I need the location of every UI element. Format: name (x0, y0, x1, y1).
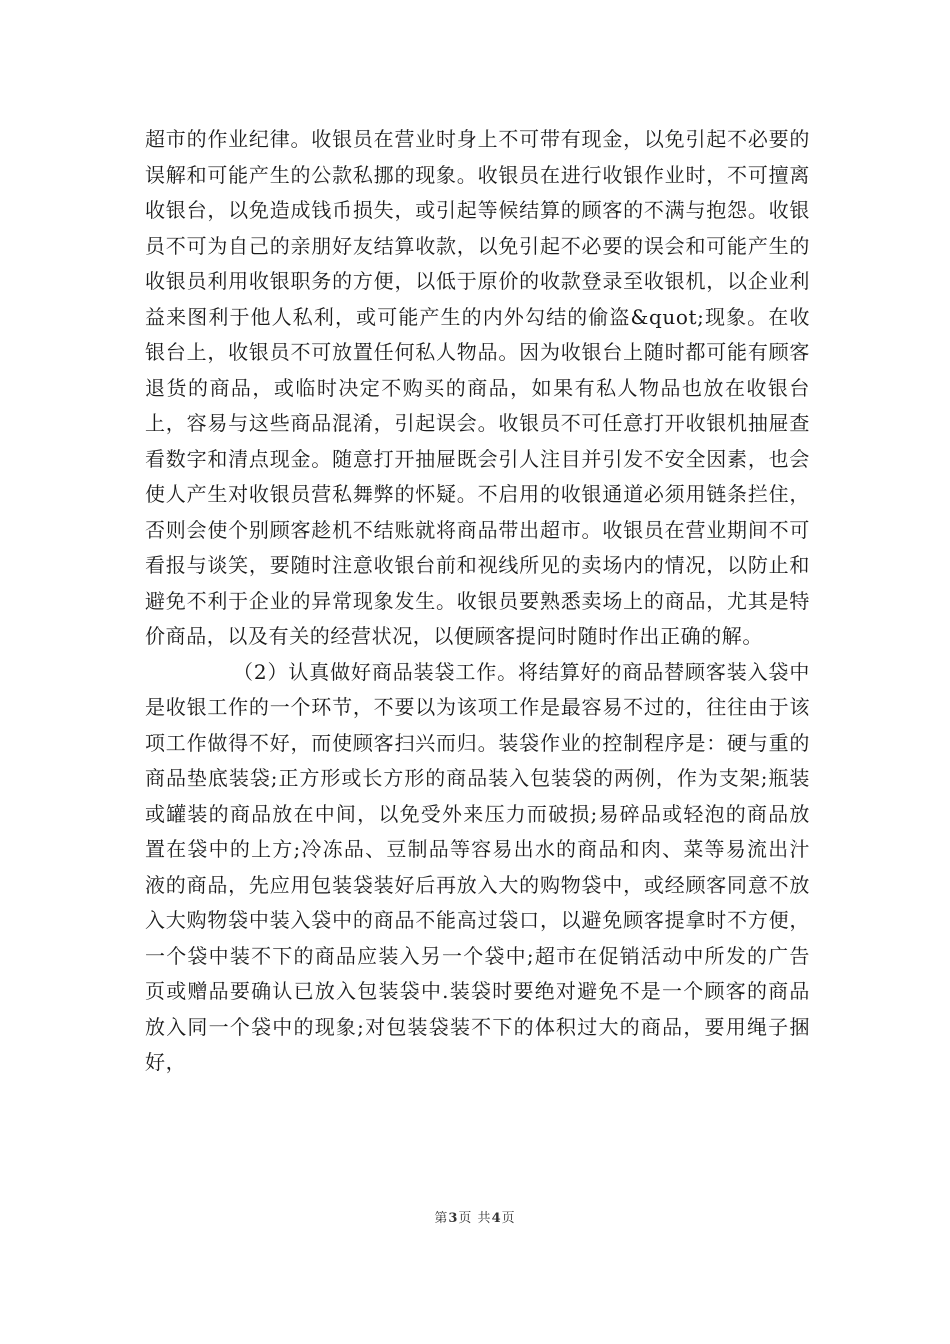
footer-current-page: 3 (448, 1211, 459, 1226)
page-footer (0, 1207, 950, 1226)
paragraph-cashier-discipline: 超市的作业纪律。收银员在营业时身上不可带有现金，以免引起不必要的误解和可能产生的公款私挪的现象。收银员在进行收银作业时，不可擅离收银台，以免造成钱币损失，或引起等候结算的顾客的不满与抱怨。收银员不可为自己的亲朋好友结算收款，以免引起不必要的误会和可能产生的收银员利用收银职务的方便，以低于原价的收款登录至收银机，以企业利益来图利于他人私利，或可能产生的内外勾结的偷盗&quot;现象。在收银台上，收银员不可放置任何私人物品。因为收银台上随时都可能有顾客退货的商品，或临时决定不购买的商品，如果有私人物品也放在收银台上，容易与这些商品混淆，引起误会。收银员不可任意打开收银机抽屉查看数字和清点现金。随意打开抽屉既会引人注目并引发不安全因素，也会使人产生对收银员营私舞弊的怀疑。不启用的收银通道必须用链条拦住，否则会使个别顾客趁机不结账就将商品带出超市。收银员在营业期间不可看报与谈笑，要随时注意收银台前和视线所见的卖场内的情况，以防止和避免不利于企业的异常现象发生。收银员要熟悉卖场上的商品，尤其是特价商品，以及有关的经营状况，以便顾客提问时随时作出正确的解。 (145, 127, 810, 648)
document-body (145, 122, 810, 1081)
footer-middle: 页 共 (458, 1211, 492, 1226)
footer-prefix: 第 (434, 1211, 449, 1226)
footer-total-pages: 4 (491, 1211, 502, 1226)
footer-suffix: 页 (501, 1211, 516, 1226)
paragraph-bagging-work: （2）认真做好商品装袋工作。将结算好的商品替顾客装入袋中是收银工作的一个环节，不要以为该项工作是最容易不过的，往往由于该项工作做得不好，而使顾客扫兴而归。装袋作业的控制程序是：硬与重的商品垫底装袋;正方形或长方形的商品装入包装袋的两例，作为支架;瓶装或罐装的商品放在中间，以免受外来压力而破损;易碎品或轻泡的商品放置在袋中的上方;冷冻品、豆制品等容易出水的商品和肉、菜等易流出汁液的商品，先应用包装袋装好后再放入大的购物袋中，或经顾客同意不放入大购物袋中装入袋中的商品不能高过袋口，以避免顾客提拿时不方便，一个袋中装不下的商品应装入另一个袋中;超市在促销活动中所发的广告页或赠品要确认已放入包装袋中.装袋时要绝对避免不是一个顾客的商品放入同一个袋中的现象;对包装袋装不下的体积过大的商品，要用绳子捆好， (145, 659, 810, 1074)
